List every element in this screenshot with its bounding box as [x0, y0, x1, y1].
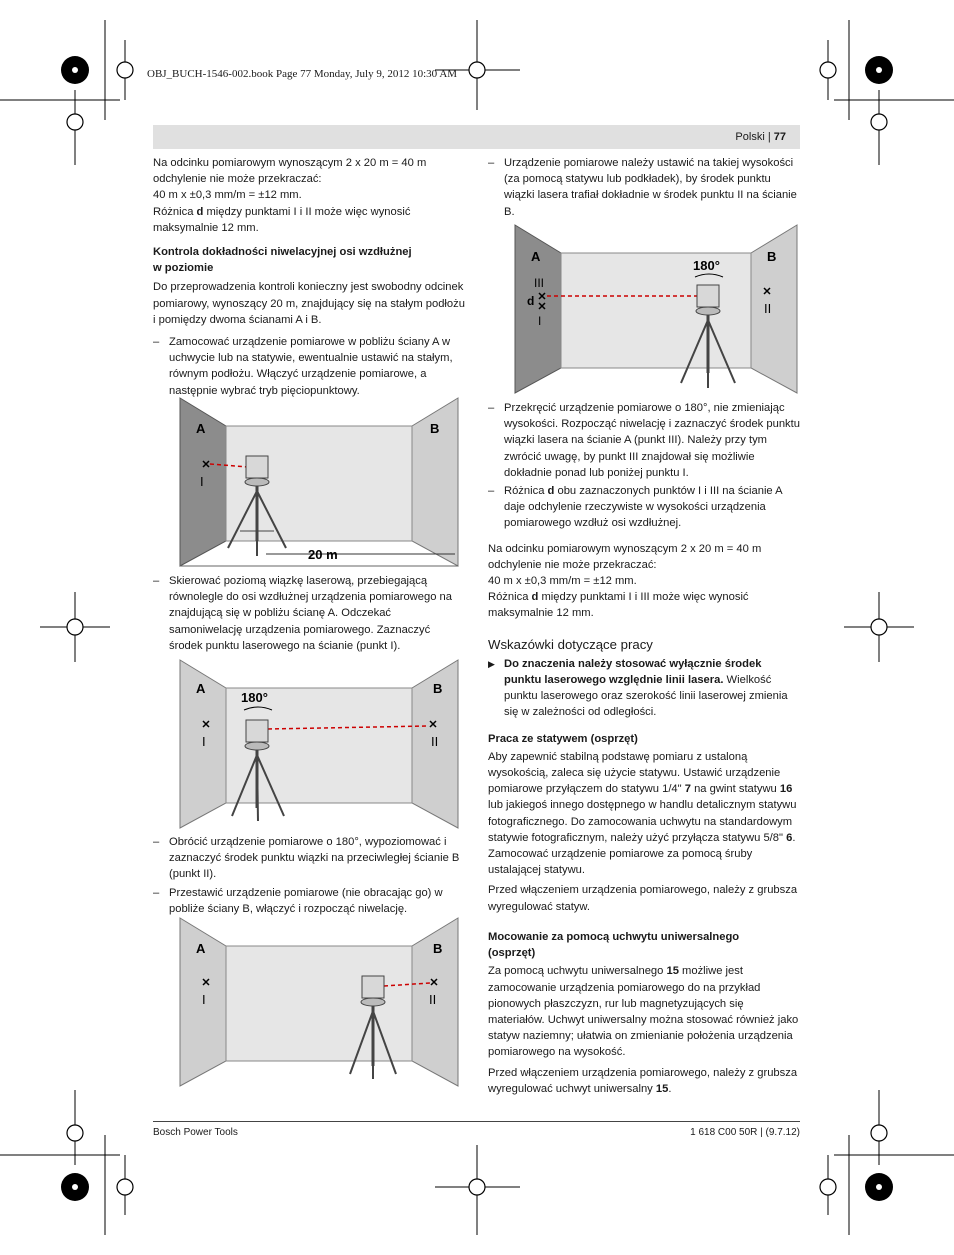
paragraph [488, 749, 800, 879]
wall-label-a: A [531, 249, 541, 264]
rotation-label: 180° [241, 690, 268, 705]
list-item [153, 573, 465, 654]
footer-left: Bosch Power Tools [153, 1127, 238, 1138]
heading-line: (osprzęt) [488, 947, 536, 960]
left-column-b2 [153, 573, 465, 656]
section-heading [488, 929, 800, 961]
list-item [488, 155, 800, 220]
paragraph: Na odcinku pomiarowym wynoszącym 2 x 20 m = 40 m odchylenie nie może przekraczać: [488, 542, 762, 571]
figure-rotate-180-wall-b [178, 658, 460, 830]
wall-label-a: A [196, 421, 206, 436]
paragraph: Do przeprowadzenia kontroli konieczny jest swobodny odcinek pomiarowy, wynoszący 20 m, znajdujący się na stałym podłożu i pomiędzy dwoma ścianami A i B. [153, 281, 465, 326]
dash-marker: – [153, 336, 160, 349]
text-run: 15 [666, 965, 679, 978]
text-run: obu zaznaczonych punktów I i III na ścianie A daje odchylenie rzeczywiste w wysokości urządzenia pomiarowego wzdłuż osi wzdłużnej. [504, 485, 782, 530]
right-column-main [488, 400, 800, 1100]
wall-label-b: B [767, 249, 777, 264]
point-label-ii: II [431, 734, 439, 749]
list-item [153, 334, 465, 399]
left-column-b3 [153, 834, 465, 919]
text-run: 16 [779, 783, 793, 796]
wall-label-a: A [196, 681, 206, 696]
list-item [153, 885, 465, 917]
text-run: 6 [786, 831, 793, 844]
figure-rotate-180-wall-a-diff [513, 223, 799, 395]
text-run: Różnica [504, 485, 548, 498]
text-run: d [547, 485, 555, 498]
list-item [153, 834, 465, 883]
list-text: Przekręcić urządzenie pomiarowe o 180°, nie zmieniając wysokości. Rozpocząć niwelację i zaznaczyć środek punktu wiązki lasera na ścianie A (punkt III). Należy przy tym zwrócić uwagę, by punkt III znajdował się możliwie dokładnie ponad lub poniżej punktu I. [504, 402, 800, 479]
dash-marker: – [488, 485, 495, 498]
dash-marker: – [488, 157, 495, 169]
figure-setup-wall-a [178, 396, 460, 568]
list-text: Urządzenie pomiarowe należy ustawić na takiej wysokości (za pomocą statywu lub podkładek), by środek punktu wiązki lasera trafiał dokładnie w środek punktu II na ścianie B. [504, 157, 797, 218]
list-item [488, 400, 800, 481]
header-separator: | [764, 131, 774, 143]
point-label-i: I [202, 992, 206, 1007]
paragraph [488, 589, 800, 621]
text-run: 7 [684, 783, 691, 796]
list-text: Skierować poziomą wiązkę laserową, przebiegającą równolegle do osi wzdłużnej urządzenia pomiarowego na znajdującą się w pobliżu ścianę A. Odczekać samoniwelację urządzenia pomiarowego. Zaznaczyć środek punktu laserowego na ścianie (punkt I). [169, 575, 452, 652]
text-run: Wielkość punktu laserowego oraz szerokość linii laserowej zmienia się w zależności od odległości. [504, 674, 788, 719]
text-run: d [531, 591, 539, 604]
figure-device-near-wall-b [178, 916, 460, 1088]
point-label-i: I [200, 474, 204, 489]
text-run: . [668, 1082, 672, 1095]
paragraph: 40 m x ±0,3 mm/m = ±12 mm. [488, 575, 637, 588]
distance-label: 20 m [308, 547, 338, 562]
list-text: Zamocować urządzenie pomiarowe w pobliżu ściany A w uchwycie lub na statywie, ewentualnie ustawić na stałym, równym podłożu. Włączyć urządzenie pomiarowe, a następnie wybrać tryb pięciopunktowy. [169, 336, 453, 397]
text-run: d [196, 205, 204, 218]
book-info-line: OBJ_BUCH-1546-002.book Page 77 Monday, July 9, 2012 10:30 AM [147, 68, 458, 80]
point-label-iii: III [534, 276, 545, 290]
header-text [735, 131, 786, 143]
paragraph: Przed włączeniem urządzenia pomiarowego, należy z grubsza wyregulować statyw. [488, 884, 798, 913]
text-run: Za pomocą uchwytu uniwersalnego [488, 965, 667, 978]
point-label-i: I [202, 734, 206, 749]
text-run: Aby zapewnić stabilną podstawę pomiaru z ustaloną wysokością, zaleca się użycie statywu. Ustawić urządzenie pomiarowe przyłączem do statywu 1/4" [488, 750, 781, 796]
list-item [488, 483, 800, 532]
arrow-icon: ▶ [488, 658, 495, 669]
paragraph [153, 204, 465, 236]
difference-label: d [527, 294, 535, 308]
heading-line: Kontrola dokładności niwelacyjnej osi wzdłużnej [153, 246, 412, 259]
text-run: między punktami I i II może więc wynosić maksymalnie 12 mm. [153, 205, 411, 234]
footer-right: 1 618 C00 50R | (9.7.12) [690, 1127, 800, 1138]
wall-label-b: B [433, 941, 443, 956]
text-run: możliwe jest zamocowanie urządzenia pomiarowego do na przykład pionowych płaszczyzn, rur lub magnetyzujących się materiałów. Uchwyt uniwersalny można stosować również jako statyw naziemny; ułatwia on zmienianie położenia urządzenia pomiarowego na wysokość. [488, 965, 799, 1059]
heading-line: Mocowanie za pomocą uchwytu uniwersalnego [488, 930, 740, 943]
section-heading: Praca ze statywem (osprzęt) [488, 732, 638, 745]
wall-label-b: B [430, 421, 440, 436]
list-text: Przestawić urządzenie pomiarowe (nie obracając go) w pobliże ściany B, włączyć i rozpocząć niwelację. [169, 886, 443, 915]
wall-label-a: A [196, 941, 206, 956]
rotation-label: 180° [693, 258, 720, 273]
header-language: Polski [735, 131, 765, 143]
list-text: Obrócić urządzenie pomiarowe o 180°, wypoziomować i zaznaczyć środek punktu wiązki na przeciwległej ścianie B (punkt II). [169, 836, 460, 881]
dash-marker: – [488, 402, 495, 414]
footer-rule [153, 1121, 800, 1122]
text-run: . Zamocować urządzenie pomiarowe za pomocą śruby ustalającej statywu. [488, 831, 796, 877]
page-header [153, 125, 800, 149]
note-item [488, 656, 800, 721]
text-run: między punktami I i III może więc wynosić maksymalnie 12 mm. [488, 591, 749, 620]
dash-marker: – [153, 575, 160, 587]
dash-marker: – [153, 836, 160, 848]
section-heading [153, 244, 465, 276]
right-column-top [488, 155, 800, 222]
paragraph: 40 m x ±0,3 mm/m = ±12 mm. [153, 189, 302, 202]
text-run: lub jakiegoś innego dostępnego w handlu detalicznym statywu fotograficznego. Do zamocowania uchwytu na standardowym statywie fotograficznym, należy użyć przyłącza statywu 5/8" [488, 799, 797, 844]
text-run: Przed włączeniem urządzenia pomiarowego, należy z grubsza wyregulować uchwyt uniwersalny [488, 1066, 798, 1095]
paragraph: Na odcinku pomiarowym wynoszącym 2 x 20 m = 40 m odchylenie nie może przekraczać: [153, 157, 427, 186]
section-title: Wskazówki dotyczące pracy [488, 636, 653, 652]
point-label-i: I [538, 314, 542, 328]
paragraph [488, 1065, 800, 1097]
point-label-ii: II [429, 992, 437, 1007]
heading-line: w poziomie [153, 262, 214, 275]
wall-label-b: B [433, 681, 443, 696]
point-label-ii: II [764, 301, 772, 316]
page-number: 77 [773, 131, 786, 143]
text-run: Do znaczenia należy stosować wyłącznie środek punktu laserowego względnie linii lasera. [504, 657, 762, 687]
dash-marker: – [153, 886, 160, 899]
text-run: na gwint statywu [690, 783, 780, 796]
text-run: Różnica [488, 591, 532, 604]
paragraph [488, 963, 800, 1060]
left-column [153, 155, 465, 401]
text-run: 15 [655, 1082, 669, 1095]
text-run: Różnica [153, 205, 197, 218]
